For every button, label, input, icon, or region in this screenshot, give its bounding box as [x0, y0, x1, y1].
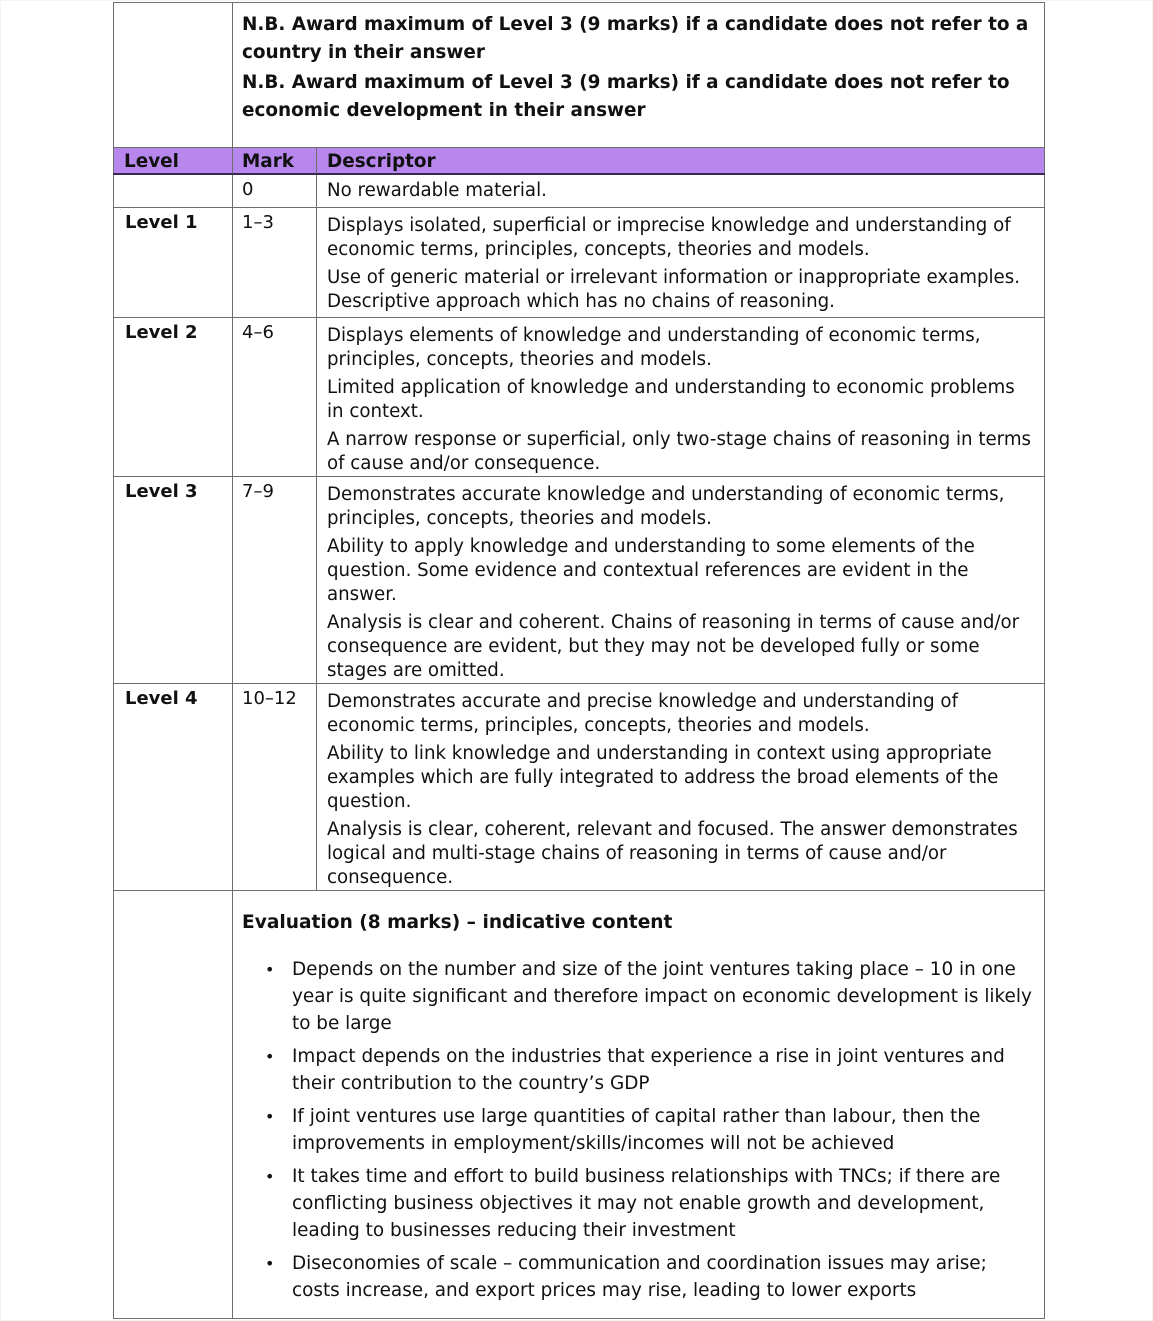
table-row — [114, 683, 1045, 890]
level-label: Level 1 — [125, 211, 198, 233]
mark-cell — [233, 174, 317, 207]
level-cell — [114, 207, 233, 317]
level-cell — [114, 476, 233, 683]
bullet-icon: • — [265, 1106, 275, 1126]
descriptor-text: Displays isolated, superficial or imprecise knowledge and understanding of economic terms, principles, concepts, theories and models. — [327, 214, 1011, 260]
header-mark — [233, 148, 317, 175]
evaluation-list — [242, 956, 1036, 1304]
mark-cell — [233, 207, 317, 317]
descriptor-text: Ability to link knowledge and understanding in context using appropriate examples which are fully integrated to address the broad elements of the question. — [327, 742, 999, 812]
bullet-icon: • — [265, 1046, 275, 1066]
mark-cell — [233, 476, 317, 683]
list-item — [265, 1043, 1036, 1097]
descriptor-text: Demonstrates accurate and precise knowledge and understanding of economic terms, principles, concepts, theories and models. — [327, 690, 958, 736]
mark-range: 10–12 — [242, 687, 297, 709]
list-item — [265, 1250, 1036, 1304]
evaluation-title: Evaluation (8 marks) – indicative content — [242, 911, 673, 933]
descriptor-text: A narrow response or superficial, only two-stage chains of reasoning in terms of cause and/or consequence. — [327, 428, 1032, 474]
mark-scheme-table — [113, 2, 1045, 1319]
descriptor-text: Analysis is clear, coherent, relevant and focused. The answer demonstrates logical and multi-stage chains of reasoning in terms of cause and/or consequence. — [327, 818, 1018, 888]
mark-cell — [233, 317, 317, 476]
descriptor-cell — [317, 476, 1045, 683]
notes-row — [114, 3, 1045, 148]
header-descriptor — [317, 148, 1045, 175]
descriptor-text: No rewardable material. — [327, 180, 547, 201]
table-header-row — [114, 148, 1045, 175]
evaluation-point: Diseconomies of scale – communication and coordination issues may arise; costs increase, and export prices may rise, leading to lower exports — [292, 1252, 987, 1301]
evaluation-point: It takes time and effort to build business relationships with TNCs; if there are conflicting business objectives it may not enable growth and development, leading to businesses reducing their investment — [292, 1165, 1001, 1241]
bullet-icon: • — [265, 1253, 275, 1273]
header-descriptor-label: Descriptor — [327, 151, 436, 172]
table-row — [114, 476, 1045, 683]
header-level — [114, 148, 233, 175]
evaluation-point: Impact depends on the industries that experience a rise in joint ventures and their contribution to the country’s GDP — [292, 1045, 1005, 1094]
mark-cell — [233, 683, 317, 890]
list-item — [265, 956, 1036, 1037]
bullet-icon: • — [265, 1166, 275, 1186]
descriptor-cell — [317, 207, 1045, 317]
mark-range: 0 — [242, 179, 254, 200]
table-row — [114, 174, 1045, 207]
table-row — [114, 207, 1045, 317]
descriptor-text: Demonstrates accurate knowledge and understanding of economic terms, principles, concepts, theories and models. — [327, 483, 1005, 529]
mark-range: 7–9 — [242, 480, 274, 502]
bullet-icon: • — [265, 959, 275, 979]
evaluation-point: If joint ventures use large quantities of capital rather than labour, then the improvements in employment/skills/incomes will not be achieved — [292, 1105, 981, 1154]
mark-range: 4–6 — [242, 321, 274, 343]
descriptor-text: Displays elements of knowledge and understanding of economic terms, principles, concepts, theories and models. — [327, 324, 981, 370]
descriptor-text: Use of generic material or irrelevant information or inappropriate examples. Descriptive approach which has no chains of reasoning. — [327, 266, 1020, 312]
level-label: Level 2 — [125, 321, 198, 343]
descriptor-cell — [317, 683, 1045, 890]
descriptor-text: Analysis is clear and coherent. Chains of reasoning in terms of cause and/or consequence are evident, but they may not be developed fully or some stages are omitted. — [327, 611, 1020, 681]
mark-range: 1–3 — [242, 211, 274, 233]
level-cell — [114, 174, 233, 207]
descriptor-text: Ability to apply knowledge and understanding to some elements of the question. Some evidence and contextual references are evident in the answer. — [327, 535, 975, 605]
descriptor-text: Limited application of knowledge and understanding to economic problems in context. — [327, 376, 1015, 422]
evaluation-cell — [233, 890, 1045, 1318]
level-label — [114, 175, 232, 179]
header-mark-label: Mark — [242, 151, 295, 172]
descriptor-cell — [317, 317, 1045, 476]
notes-empty-cell — [114, 3, 233, 148]
evaluation-empty-cell — [114, 890, 233, 1318]
list-item — [265, 1103, 1036, 1157]
level-cell — [114, 683, 233, 890]
table-row — [114, 317, 1045, 476]
evaluation-row — [114, 890, 1045, 1318]
level-label: Level 3 — [125, 480, 198, 502]
descriptor-cell — [317, 174, 1045, 207]
header-level-label: Level — [124, 151, 179, 172]
level-cell — [114, 317, 233, 476]
evaluation-point: Depends on the number and size of the joint ventures taking place – 10 in one year is quite significant and therefore impact on economic development is likely to be large — [292, 958, 1032, 1034]
notes-cell — [233, 3, 1045, 148]
level-label: Level 4 — [125, 687, 198, 709]
note-economic-development: N.B. Award maximum of Level 3 (9 marks) if a candidate does not refer to economic development in their answer — [242, 72, 1010, 121]
list-item — [265, 1163, 1036, 1244]
note-country: N.B. Award maximum of Level 3 (9 marks) if a candidate does not refer to a country in their answer — [242, 14, 1029, 63]
